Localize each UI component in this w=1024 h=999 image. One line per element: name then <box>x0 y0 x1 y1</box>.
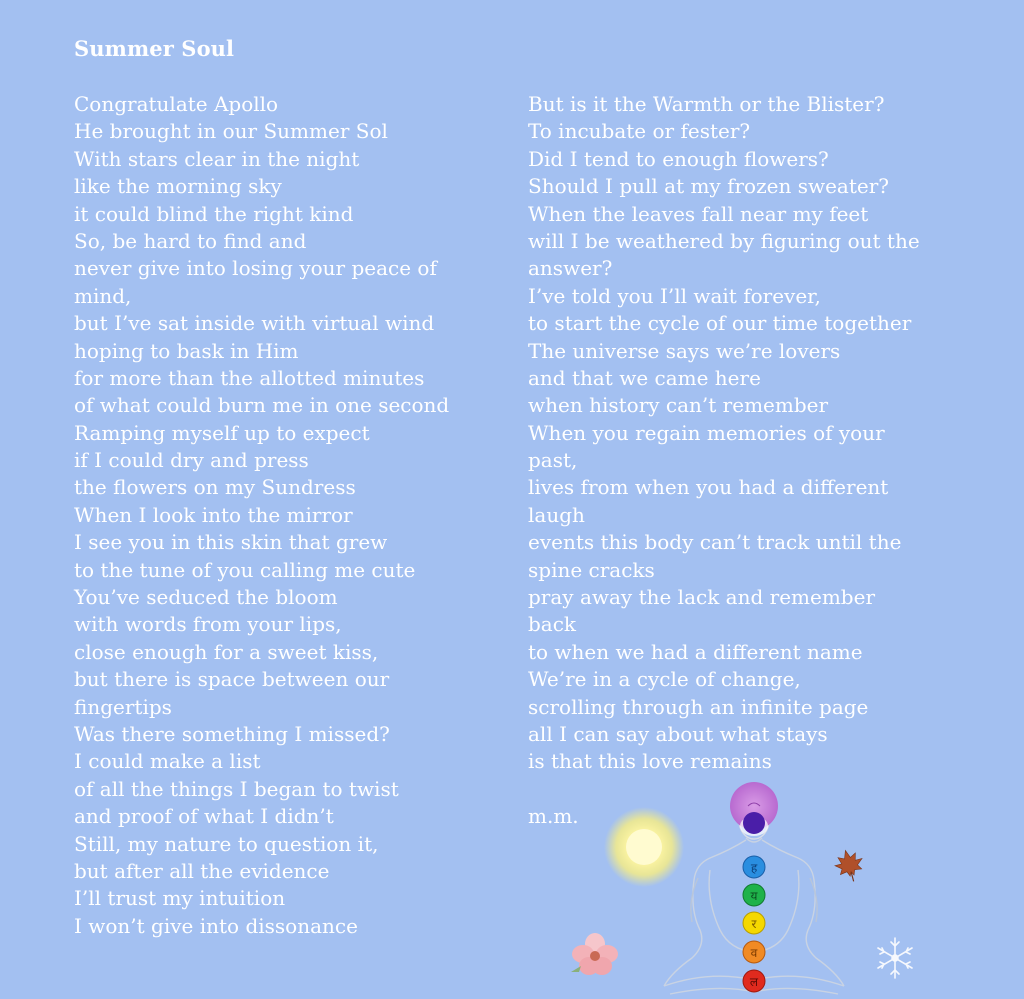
poem-line: to the tune of you calling me cute <box>74 557 416 582</box>
poem-line: close enough for a sweet kiss, <box>74 639 379 664</box>
svg-text:य: य <box>750 889 758 903</box>
poem-right-column <box>528 91 948 776</box>
poem-line: The universe says we’re lovers <box>528 338 841 363</box>
poem-line: I see you in this skin that grew <box>74 530 388 555</box>
poem-line: I’ve told you I’ll wait forever, <box>528 283 821 308</box>
poem-line: hoping to bask in Him <box>74 338 299 363</box>
poem-line: of what could burn me in one second <box>74 393 450 418</box>
poem-line: When I look into the mirror <box>74 502 353 527</box>
svg-text:ह: ह <box>750 861 758 875</box>
poem-line: when history can’t remember <box>528 393 829 418</box>
svg-text:व: व <box>750 946 758 960</box>
poem-line: mind, <box>74 283 132 308</box>
heart-chakra-icon <box>743 884 765 906</box>
poem-signature: m.m. <box>528 804 579 828</box>
poem-line: scrolling through an infinite page <box>528 694 869 719</box>
poem-line: is that this love remains <box>528 749 772 774</box>
root-chakra-icon <box>743 970 765 992</box>
poem-line: Still, my nature to question it, <box>74 831 379 856</box>
poem-line: Did I tend to enough flowers? <box>528 146 829 171</box>
poem-line: to start the cycle of our time together <box>528 311 912 336</box>
poem-line: I’ll trust my intuition <box>74 886 286 911</box>
poem-line: laugh <box>528 502 585 527</box>
sun-icon <box>604 807 684 887</box>
poem-line: spine cracks <box>528 557 655 582</box>
poem-line: But is it the Warmth or the Blister? <box>528 92 885 116</box>
poem-line: but there is space between our <box>74 667 390 692</box>
poem-line: of all the things I began to twist <box>74 776 399 801</box>
poem-line: When you regain memories of your <box>528 420 885 445</box>
poem-line: with words from your lips, <box>74 612 342 637</box>
poem-line: You’ve seduced the bloom <box>74 585 338 610</box>
poem-left-column <box>74 91 514 940</box>
poem-line: to when we had a different name <box>528 639 863 664</box>
poem-line: So, be hard to find and <box>74 228 307 253</box>
solar-plexus-chakra-icon <box>743 912 765 934</box>
poem-line: I won’t give into dissonance <box>74 913 358 938</box>
poem-line: Congratulate Apollo <box>74 92 279 116</box>
poem-line: the flowers on my Sundress <box>74 475 356 500</box>
poem-line: pray away the lack and remember <box>528 585 876 610</box>
poem-line: and proof of what I didn’t <box>74 804 334 829</box>
poem-line: Ramping myself up to expect <box>74 420 370 445</box>
maple-leaf-icon <box>832 847 867 885</box>
poem-line: lives from when you had a different <box>528 475 889 500</box>
poem-line: We’re in a cycle of change, <box>528 667 801 692</box>
poem-line: will I be weathered by figuring out the <box>528 228 920 253</box>
poem-line: it could blind the right kind <box>74 201 354 226</box>
poem-line: for more than the allotted minutes <box>74 365 425 390</box>
poem-line: but after all the evidence <box>74 858 330 883</box>
poem-line: Should I pull at my frozen sweater? <box>528 174 890 199</box>
poem-line: and that we came here <box>528 365 761 390</box>
sacral-chakra-icon <box>743 941 765 963</box>
poem-line: past, <box>528 448 578 473</box>
poem-line: With stars clear in the night <box>74 146 360 171</box>
poem-line: but I’ve sat inside with virtual wind <box>74 311 435 336</box>
svg-text:र: र <box>751 917 757 931</box>
poem-line: To incubate or fester? <box>528 119 751 144</box>
flower-icon <box>571 933 618 975</box>
poem-line: all I can say about what stays <box>528 721 828 746</box>
svg-text:ल: ल <box>749 975 759 989</box>
poem-line: When the leaves fall near my feet <box>528 201 869 226</box>
poem-line: if I could dry and press <box>74 448 309 473</box>
poem-title: Summer Soul <box>74 36 235 61</box>
poem-line: I could make a list <box>74 749 261 774</box>
poem-line: back <box>528 612 577 637</box>
poem-line: Was there something I missed? <box>74 721 390 746</box>
poem-line: He brought in our Summer Sol <box>74 119 388 144</box>
illustration <box>560 780 940 999</box>
throat-chakra-icon <box>743 856 765 878</box>
poem-line: fingertips <box>74 694 172 719</box>
poem-line: answer? <box>528 256 613 281</box>
poem-line: like the morning sky <box>74 174 282 199</box>
poem-line: events this body can’t track until the <box>528 530 902 555</box>
snowflake-icon <box>878 938 912 978</box>
poem-line: never give into losing your peace of <box>74 256 437 281</box>
